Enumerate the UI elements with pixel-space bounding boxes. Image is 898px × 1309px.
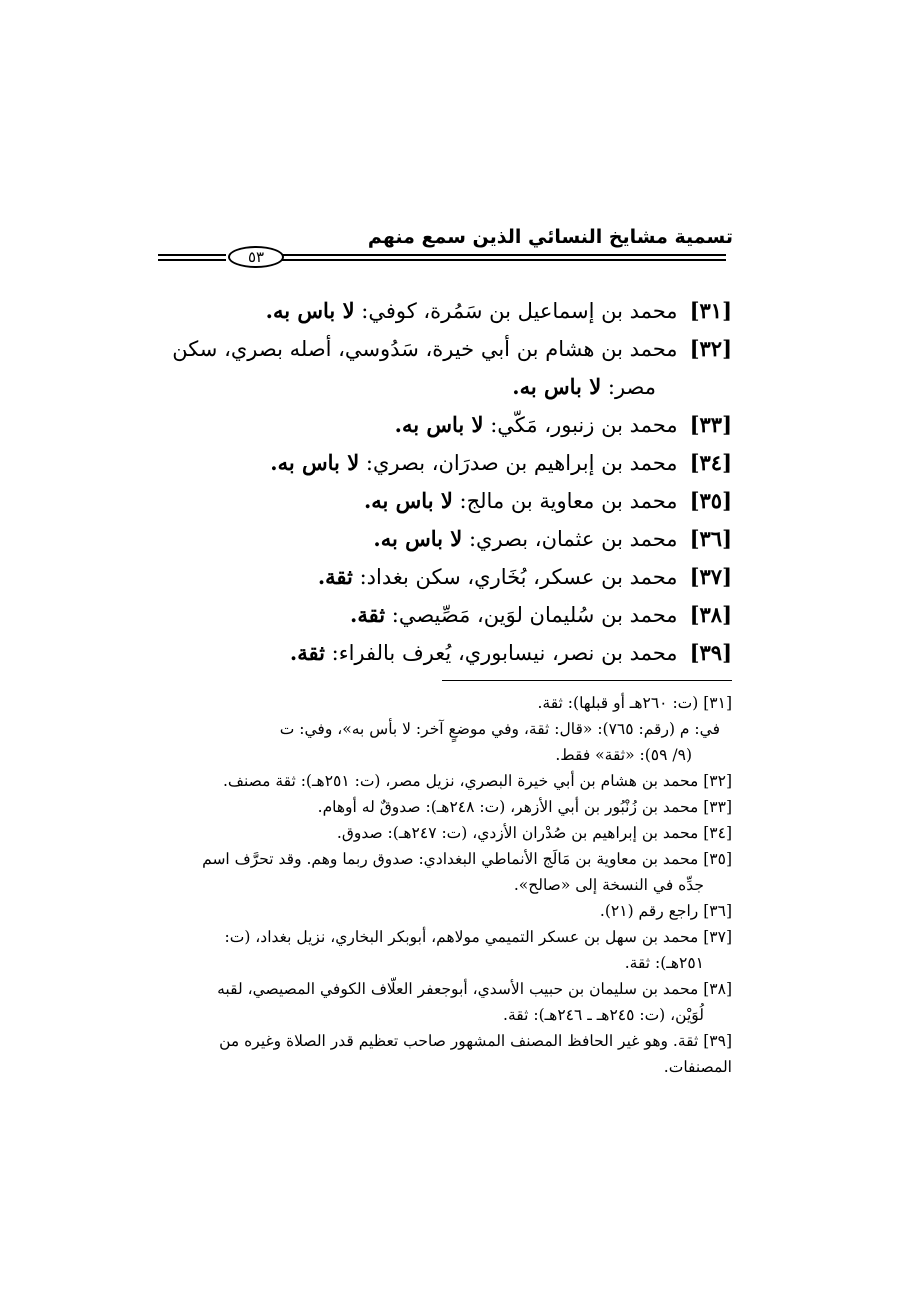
footnote-34: [٣٤] محمد بن إبراهيم بن صُدْران الأزدي، (ت: ٢٤٧هـ): صدوق. <box>336 824 732 842</box>
running-title: تسمية مشايخ النسائي الذين سمع منهم <box>367 226 733 248</box>
page-number: ٥٣ <box>228 246 284 268</box>
entry-37: [٣٧]محمد بن عسكر، بُخَاري، سكن بغداد: ثقة. <box>317 564 732 589</box>
footnote-38: [٣٨] محمد بن سليمان بن حبيب الأسدي، أبوجعفر العلّاف الكوفي المصيصي، لقبه لُوَيْن، (ت: ٢٤٥هـ ـ ٢٤٦هـ): ثقة. <box>217 980 732 1024</box>
footnote-separator <box>442 680 732 681</box>
entry-39: [٣٩]محمد بن نصر، نيسابوري، يُعرف بالفراء: ثقة. <box>289 640 732 665</box>
entry-33: [٣٣]محمد بن زنبور، مَكّي: لا باس به. <box>394 412 732 437</box>
entry-36: [٣٦]محمد بن عثمان، بصري: لا باس به. <box>373 526 732 551</box>
entry-34: [٣٤]محمد بن إبراهيم بن صدرَان، بصري: لا باس به. <box>270 450 732 475</box>
footnote-35: [٣٥] محمد بن معاوية بن مَالَج الأنماطي البغدادي: صدوق ربما وهم. وقد تحرَّف اسم جدِّه في النسخة إلى «صالح». <box>202 850 732 894</box>
entry-35: [٣٥]محمد بن معاوية بن مالج: لا باس به. <box>363 488 732 513</box>
footnotes <box>157 690 732 1080</box>
footnote-39: [٣٩] ثقة. وهو غير الحافظ المصنف المشهور صاحب تعظيم قدر الصلاة وغيره من المصنفات. <box>219 1032 732 1076</box>
footnote-37: [٣٧] محمد بن سهل بن عسكر التميمي مولاهم، أبوبكر البخاري، نزيل بغداد، (ت: ٢٥١هـ): ثقة. <box>224 928 732 972</box>
entry-31: [٣١]محمد بن إسماعيل بن سَمُرة، كوفي: لا باس به. <box>265 298 732 323</box>
footnote-31-detail: في: م (رقم: ٧٦٥): «قال: ثقة، وفي موضعٍ آخر: لا بأس به»، وفي: ت (٩/ ٥٩): «ثقة» فقط. <box>279 720 720 764</box>
footnote-36: [٣٦] راجع رقم (٢١). <box>599 902 732 920</box>
entry-32: [٣٢]محمد بن هشام بن أبي خيرة، سَدُوسي، أصله بصري، سكن مصر: لا باس به. <box>172 336 732 399</box>
main-entries <box>152 292 732 672</box>
entry-38: [٣٨]محمد بن سُليمان لوَين، مَصِّيصي: ثقة. <box>350 602 732 627</box>
footnote-33: [٣٣] محمد بن زُنْبُور بن أبي الأزهر، (ت: ٢٤٨هـ): صدوقٌ له أوهام. <box>317 798 732 816</box>
footnote-31: [٣١] (ت: ٢٦٠هـ أو قبلها): ثقة. <box>537 694 732 712</box>
footnote-32: [٣٢] محمد بن هشام بن أبي خيرة البصري، نزيل مصر، (ت: ٢٥١هـ): ثقة مصنف. <box>223 772 732 790</box>
